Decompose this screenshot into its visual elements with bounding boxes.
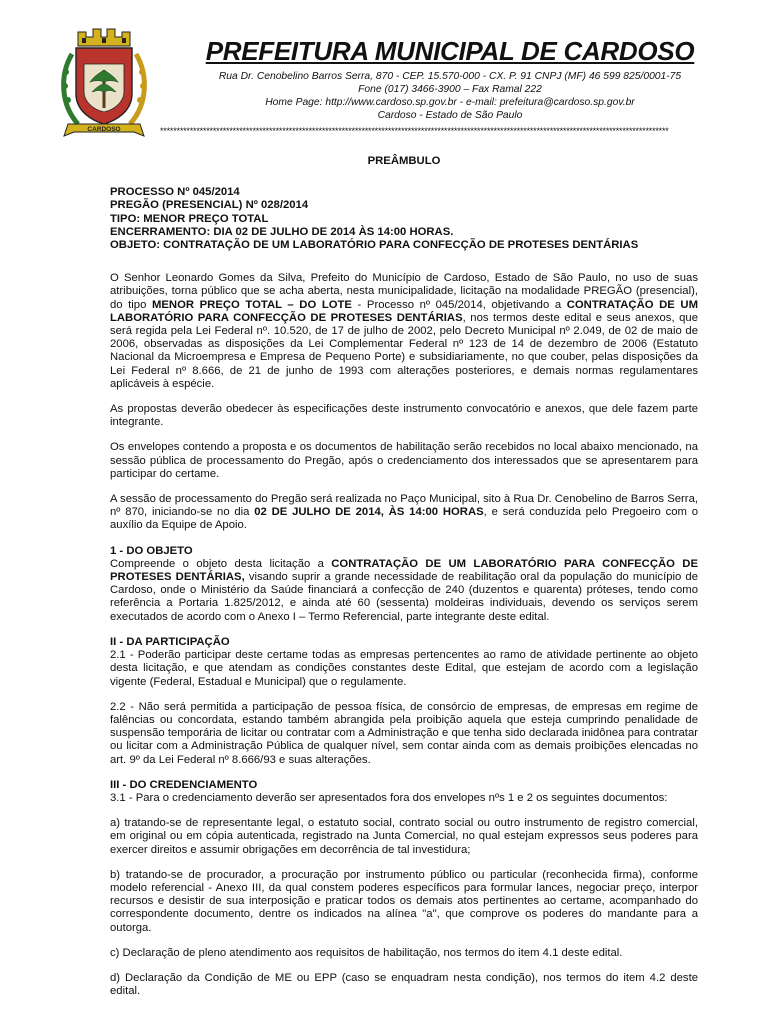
letterhead-address: Rua Dr. Cenobelino Barros Serra, 870 - CEP. 15.570-000 - CX. P. 91 CNPJ (MF) 46 599 825/0001-75 (218, 71, 682, 82)
letterhead-web: Home Page: http://www.cardoso.sp.gov.br - e-mail: prefeitura@cardoso.sp.gov.br (265, 97, 635, 108)
text-run: - Processo nº 045/2014, objetivando a (351, 298, 567, 311)
paragraph-2-2: 2.2 - Não será permitida a participação de pessoa física, de consórcio de empresas, de empresas em regime de falências ou concordata, estando também abrangida pela proibição aquela que esteja cumprindo penalidade de suspensão temporária de licitar ou contratar com a Administração e que tenha sido declarada inidônea para contratar ou licitar com a Administração Pública de qualquer nível, sem contar ainda com as demais proibições elencadas no art. 9º da Lei Federal nº 8.666/93 e suas alterações. (110, 700, 698, 766)
text-run: Compreende o objeto desta licitação a (110, 557, 332, 570)
paragraph-3-1-b: b) tratando-se de procurador, a procuração por instrumento público ou particular (reconhecida firma), conforme modelo referencial - Anexo III, da qual constem poderes específicos para formular lances, negociar preço, interpor recursos e desistir de sua interposição e praticar todos os demais atos pertinentes ao certame, acompanhado do correspondente documento, dentre os indicados na alínea "a", que comprove os poderes do mandante para a outorga. (110, 868, 698, 934)
paragraph-3-1-a: a) tratando-se de representante legal, o estatuto social, contrato social ou outro instrumento de registro comercial, em original ou em cópia autenticada, registrado na Junta Comercial, no qual estejam expressos seus poderes para exercer direitos e assumir obrigações em decorrência de tal investidura; (110, 817, 698, 856)
bold-run: CONTRATAÇÃO DE UM LABORATÓRIO PARA CONFECÇÃO DE PROTESES DENTÁRIAS (110, 298, 698, 324)
meta-encerramento: ENCERRAMENTO: DIA 02 DE JULHO DE 2014 ÀS 14:00 HORAS. (110, 225, 454, 238)
meta-tipo: TIPO: MENOR PREÇO TOTAL (110, 212, 269, 225)
text-run: O Senhor Leonardo Gomes da Silva, Prefeito do Município de Cardoso, Estado de São Paulo, no uso de suas atribuições, torna público que se acha aberta, nesta municipalidade, licitação na modalidade PREGÃO (presencial), do tipo (110, 272, 698, 311)
asterisk-divider: ********************************************************************************************************************************************************** (160, 126, 669, 136)
text-run: visando suprir a grande necessidade de reabilitação oral da população do município de Cardoso, onde o Ministério da Saúde financiará a confecção de 240 (duzentos e quarenta) próteses, tendo como referência a Portaria 1.825/2012, e ainda até 60 (sessenta) moldeiras individuais, devendo os serviços serem executados de acordo com o Anexo I – Termo Referencial, parte integrante deste edital. (110, 571, 698, 623)
meta-process: PROCESSO Nº 045/2014 (110, 186, 240, 199)
letterhead-contact (160, 70, 740, 122)
paragraph-3-1-d: d) Declaração da Condição de ME ou EPP (caso se enquadram nesta condição), nos termos do item 4.2 deste edital. (110, 971, 698, 998)
letterhead-phone: Fone (017) 3466-3900 – Fax Ramal 222 (358, 84, 542, 95)
letterhead-city: Cardoso - Estado de São Paulo (377, 110, 523, 121)
paragraph-3-1: 3.1 - Para o credenciamento deverão ser apresentados fora dos envelopes nºs 1 e 2 os seguintes documentos: (110, 791, 668, 804)
section-title-credenciamento: III - DO CREDENCIAMENTO (110, 778, 258, 791)
text-run: , nos termos deste edital e seus anexos, que será regida pela Lei Federal nº. 10.520, de 17 de julho de 2002, pelo Decreto Municipal nº 2.049, de 02 de maio de 2006, observadas as disposições da Lei Complementar Federal nº 123 de 14 de dezembro de 2006 (Estatuto Nacional da Microempresa e Empresa de Pequeno Porte) e subsidiariamente, no que couber, pelas disposições da Lei Federal nº 8.666, de 21 de junho de 1993 com alterações posteriores, e demais normas regulamentares aplicáveis à espécie. (110, 311, 698, 390)
paragraph-session (110, 493, 698, 533)
paragraph-proposals: As propostas deverão obedecer às especificações deste instrumento convocatório e anexos, que dele fazem parte integrante. (110, 403, 698, 429)
bold-run: CONTRATAÇÃO DE UM LABORATÓRIO PARA CONFECÇÃO DE PROTESES DENTÁRIAS, (110, 557, 698, 584)
paragraph-3-1-c: c) Declaração de pleno atendimento aos requisitos de habilitação, nos termos do item 4.1 deste edital. (110, 946, 623, 959)
paragraph-envelopes: Os envelopes contendo a proposta e os documentos de habilitação serão recebidos no local abaixo mencionado, na sessão pública de processamento do Pregão, após o credenciamento dos interessados que se apresentarem para participar do certame. (110, 441, 698, 480)
text-run: A sessão de processamento do Pregão será realizada no Paço Municipal, sito à Rua Dr. Cenobelino de Barros Serra, nº 870, iniciando-se no dia (110, 493, 698, 519)
bold-run: 02 DE JULHO DE 2014, ÀS 14:00 HORAS (254, 506, 484, 519)
section-title-objeto: 1 - DO OBJETO (110, 544, 193, 557)
paragraph-2-1: 2.1 - Poderão participar deste certame todas as empresas pertencentes ao ramo de atividade pertinente ao objeto desta licitação, e que atendam as condições constantes deste Edital, que estejam de acordo com a legislação vigente (Federal, Estadual e Municipal) que o regulamente. (110, 649, 698, 688)
municipal-crest-icon (58, 24, 150, 142)
crest-ribbon-text: CARDOSO (87, 126, 121, 133)
text-run: , e será conduzida pelo Pregoeiro com o auxílio da Equipe de Apoio. (110, 506, 698, 532)
paragraph-preamble (110, 272, 698, 391)
section-title-participacao: II - DA PARTICIPAÇÃO (110, 635, 230, 648)
page-title: PREFEITURA MUNICIPAL DE CARDOSO (205, 36, 695, 66)
meta-pregao: PREGÃO (PRESENCIAL) Nº 028/2014 (110, 199, 309, 212)
section-heading: PREÂMBULO (367, 155, 441, 167)
document-body (110, 155, 698, 1010)
bold-run: MENOR PREÇO TOTAL – DO LOTE (151, 298, 352, 311)
meta-objeto: OBJETO: CONTRATAÇÃO DE UM LABORATÓRIO PARA CONFECÇÃO DE PROTESES DENTÁRIAS (110, 239, 639, 252)
paragraph-objeto (110, 558, 698, 624)
process-metadata (110, 186, 698, 252)
